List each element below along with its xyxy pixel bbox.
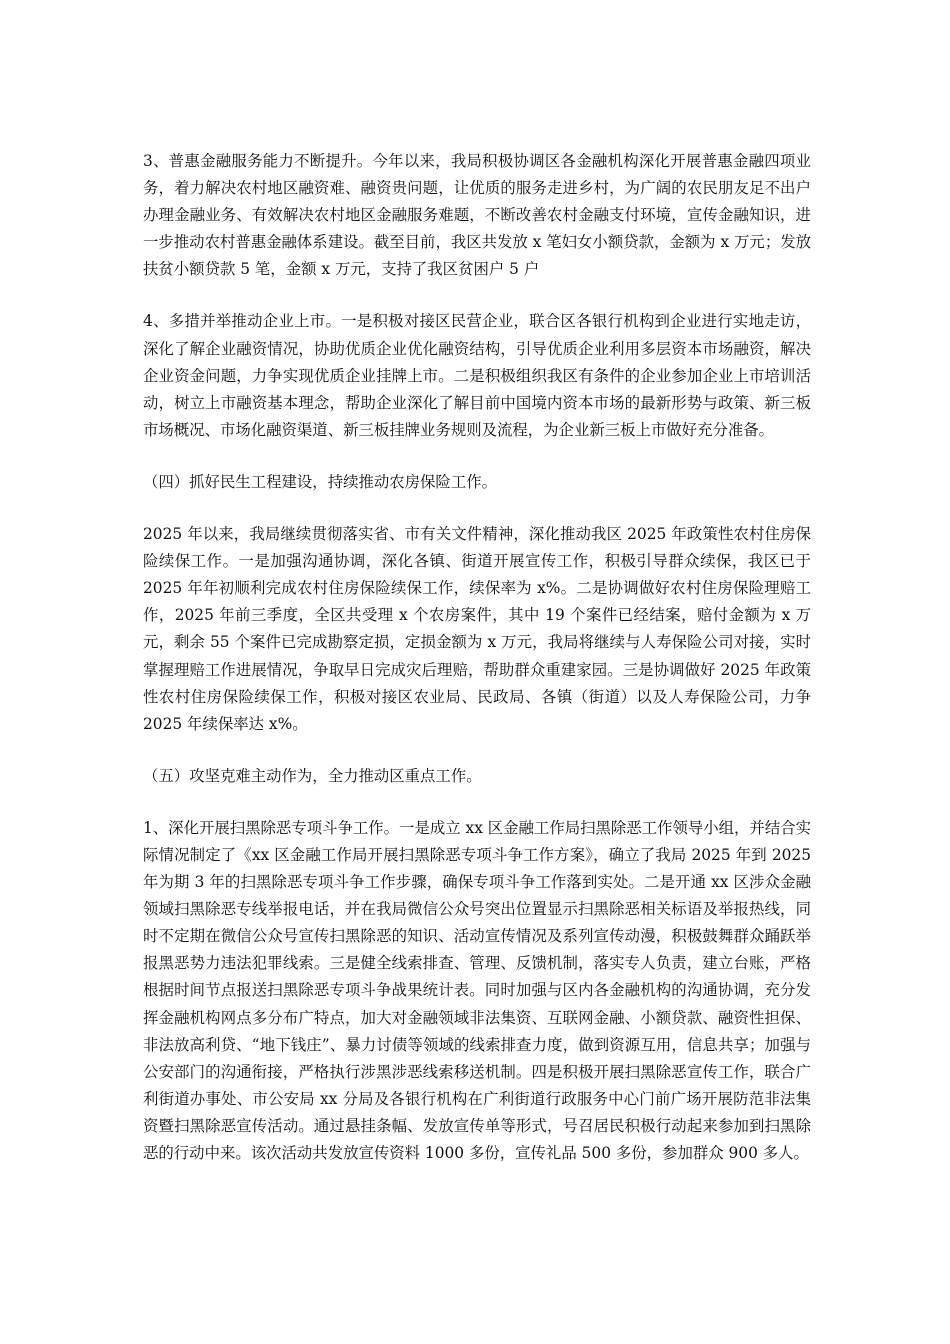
paragraph-financial-inclusion: 3、普惠金融服务能力不断提升。今年以来，我局积极协调区各金融机构深化开展普惠金融四项业务，着力解决农村地区融资难、融资贵问题，让优质的服务走进乡村，为广阔的农民朋友足不出户办理金融业务、有效解决农村地区金融服务难题，不断改善农村金融支付环境，宣传金融知识，进一步推动农村普惠金融体系建设。截至目前，我区共发放 x 笔妇女小额贷款，金额为 x 万元；发放扶贫小额贷款 5 笔，金额 x 万元，支持了我区贫困户 5 户	[143, 152, 811, 279]
document-body	[143, 148, 811, 1192]
paragraph-housing-insurance: 2025 年以来，我局继续贯彻落实省、市有关文件精神，深化推动我区 2025 年政策性农村住房保险续保工作。一是加强沟通协调，深化各镇、街道开展宣传工作，积极引导群众续保，我区已于 2025 年年初顺利完成农村住房保险续保工作，续保率为 x%。二是协调做好农村住房保险理赔工作，2025 年前三季度，全区共受理 x 个农房案件，其中 19 个案件已经结案，赔付金额为 x 万元，剩余 55 个案件已完成勘察定损，定损金额为 x 万元，我局将继续与人寿保险公司对接，实时掌握理赔工作进展情况，争取早日完成灾后理赔，帮助群众重建家园。三是协调做好 2025 年政策性农村住房保险续保工作，积极对接区农业局、民政局、各镇（街道）以及人寿保险公司，力争 2025 年续保率达 x%。	[143, 525, 811, 733]
paragraph-enterprise-listing: 4、多措并举推动企业上市。一是积极对接区民营企业，联合区各银行机构到企业进行实地走访，深化了解企业融资情况，协助优质企业优化融资结构，引导优质企业利用多层资本市场融资，解决企业资金问题，力争实现优质企业挂牌上市。二是积极组织我区有条件的企业参加企业上市培训活动，树立上市融资基本理念，帮助企业深化了解目前中国境内资本市场的最新形势与政策、新三板市场概况、市场化融资渠道、新三板挂牌业务规则及流程，为企业新三板上市做好充分准备。	[143, 312, 811, 439]
paragraph-anti-crime-campaign: 1、深化开展扫黑除恶专项斗争工作。一是成立 xx 区金融工作局扫黑除恶工作领导小组，并结合实际情况制定了《xx 区金融工作局开展扫黑除恶专项斗争工作方案》，确立了我局 2025 年到 2025 年为期 3 年的扫黑除恶专项斗争工作步骤，确保专项斗争工作落到实处。二是开通 xx 区涉众金融领域扫黑除恶专线举报电话，并在我局微信公众号突出位置显示扫黑除恶相关标语及举报热线，同时不定期在微信公众号宣传扫黑除恶的知识、活动宣传情况及系列宣传动漫，积极鼓舞群众踊跃举报黑恶势力违法犯罪线索。三是健全线索排查、管理、反馈机制，落实专人负责，建立台账，严格根据时间节点报送扫黑除恶专项斗争战果统计表。同时加强与区内各金融机构的沟通协调，充分发挥金融机构网点多分布广特点，加大对金融领域非法集资、互联网金融、小额贷款、融资性担保、非法放高利贷、“地下钱庄”、暴力讨债等领域的线索排查力度，做到资源互用，信息共享；加强与公安部门的沟通衔接，严格执行涉黑涉恶线索移送机制。四是积极开展扫黑除恶宣传工作，联合广利街道办事处、市公安局 xx 分局及各银行机构在广利街道行政服务中心门前广场开展防范非法集资暨扫黑除恶宣传活动。通过悬挂条幅、发放宣传单等形式，号召居民积极行动起来参加到扫黑除恶的行动中来。该次活动共发放宣传资料 1000 多份，宣传礼品 500 多份，参加群众 900 多人。	[143, 818, 811, 1162]
section-heading-key-work: （五）攻坚克难主动作为，全力推动区重点工作。	[143, 766, 482, 785]
section-heading-housing-insurance: （四）抓好民生工程建设，持续推动农房保险工作。	[143, 472, 497, 491]
